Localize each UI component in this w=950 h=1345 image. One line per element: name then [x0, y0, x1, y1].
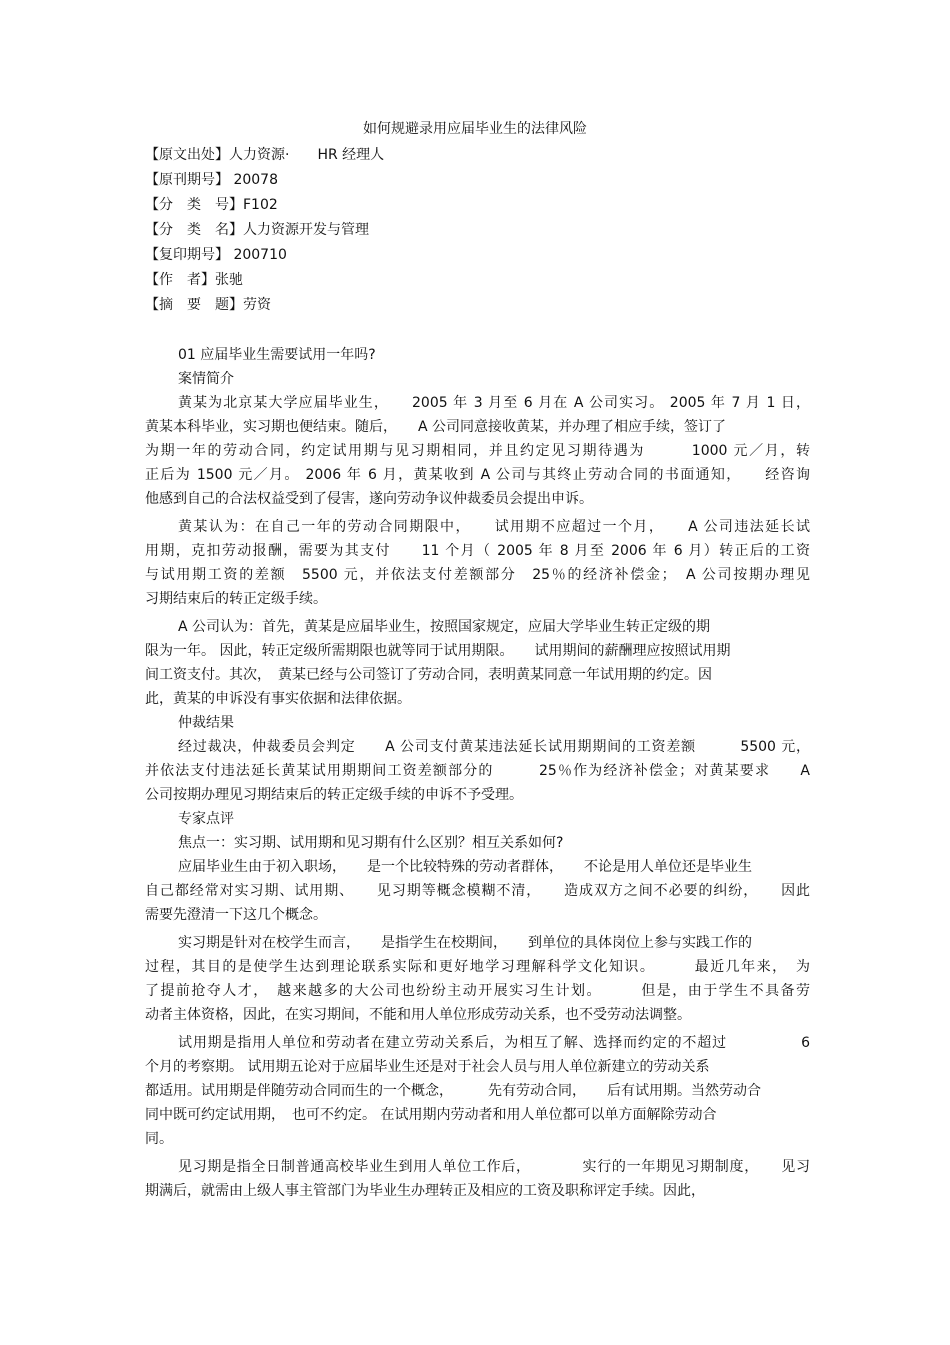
body-text-line: 试用期是指用人单位和劳动者在建立劳动关系后，为相互了解、选择而约定的不超过 6 [178, 1035, 810, 1051]
document-title: 如何规避录用应届毕业生的法律风险 [363, 121, 587, 137]
body-text-line: 专家点评 [178, 811, 234, 827]
body-text-line: 黄某为北京某大学应届毕业生， 2005 年 3 月至 6 月在 A 公司实习。 2005 年 7 月 1 日， [178, 395, 810, 411]
body-text-line: 他感到自己的合法权益受到了侵害，遂向劳动争议仲裁委员会提出申诉。 [145, 491, 593, 507]
metadata-line: 【分 类 号】F102 [145, 197, 278, 213]
body-text-line: 应届毕业生由于初入职场， 是一个比较特殊的劳动者群体， 不论是用人单位还是毕业生 [178, 859, 752, 875]
body-text-line: 习期结束后的转正定级手续。 [145, 591, 327, 607]
body-text-line: 正后为 1500 元／月。 2006 年 6 月，黄某收到 A 公司与其终止劳动合同的书面通知， 经咨询 [145, 467, 810, 483]
body-text-line: 黄某本科毕业，实习期也便结束。随后， A 公司同意接收黄某，并办理了相应手续，签订了 [145, 419, 727, 435]
body-text-line: 同中既可约定试用期， 也可不约定。 在试用期内劳动者和用人单位都可以单方面解除劳动合 [145, 1107, 717, 1123]
body-text-line: 案情简介 [178, 371, 234, 387]
body-text-line: 期满后，就需由上级人事主管部门为毕业生办理转正及相应的工资及职称评定手续。因此， [145, 1183, 705, 1199]
body-text-line: A 公司认为：首先，黄某是应届毕业生，按照国家规定，应届大学毕业生转正定级的期 [178, 619, 711, 635]
body-text-line: 黄某认为：在自己一年的劳动合同期限中， 试用期不应超过一个月， A 公司违法延长试 [178, 519, 810, 535]
body-text-line: 仲裁结果 [178, 715, 234, 731]
metadata-line: 【原刊期号】 20078 [145, 172, 278, 188]
body-text-line: 经过裁决，仲裁委员会判定 A 公司支付黄某违法延长试用期期间的工资差额 5500 元， [178, 739, 810, 755]
body-text-line: 见习期是指全日制普通高校毕业生到用人单位工作后， 实行的一年期见习期制度， 见习 [178, 1159, 810, 1175]
body-text-line: 动者主体资格，因此，在实习期间，不能和用人单位形成劳动关系，也不受劳动法调整。 [145, 1007, 691, 1023]
body-text-line: 个月的考察期。 试用期五论对于应届毕业生还是对于社会人员与用人单位新建立的劳动关系 [145, 1059, 710, 1075]
body-text-line: 同。 [145, 1131, 173, 1147]
body-text-line: 需要先澄清一下这几个概念。 [145, 907, 327, 923]
body-text-line: 限为一年。 因此，转正定级所需期限也就等同于试用期限。 试用期间的薪酬理应按照试用期 [145, 643, 731, 659]
body-text-line: 公司按期办理见习期结束后的转正定级手续的申诉不予受理。 [145, 787, 523, 803]
body-text-line: 与试用期工资的差额 5500 元，并依法支付差额部分 25％的经济补偿金； A 公司按期办理见 [145, 567, 810, 583]
metadata-line: 【作 者】张驰 [145, 272, 243, 288]
body-text-line: 实习期是针对在校学生而言， 是指学生在校期间， 到单位的具体岗位上参与实践工作的 [178, 935, 752, 951]
metadata-line: 【复印期号】 200710 [145, 247, 287, 263]
body-text-line: 焦点一：实习期、试用期和见习期有什么区别？相互关系如何? [178, 835, 564, 851]
body-text-line: 自己都经常对实习期、试用期、 见习期等概念模糊不清， 造成双方之间不必要的纠纷， 因此 [145, 883, 810, 899]
article-metadata [145, 143, 805, 318]
metadata-line: 【原文出处】人力资源· HR 经理人 [145, 147, 385, 163]
body-text-line: 并依法支付违法延长黄某试用期期间工资差额部分的 25％作为经济补偿金；对黄某要求 A [145, 763, 810, 779]
body-text-line: 用期，克扣劳动报酬，需要为其支付 11 个月（ 2005 年 8 月至 2006 年 6 月）转正后的工资 [145, 543, 810, 559]
body-text-line: 此，黄某的申诉没有事实依据和法律依据。 [145, 691, 411, 707]
body-text-line: 为期一年的劳动合同，约定试用期与见习期相同，并且约定见习期待遇为 1000 元／月，转 [145, 443, 810, 459]
metadata-line: 【摘 要 题】劳资 [145, 297, 271, 313]
body-text-line: 了提前抢夺人才， 越来越多的大公司也纷纷主动开展实习生计划。 但是，由于学生不具备劳 [145, 983, 810, 999]
body-text-line: 都适用。试用期是伴随劳动合同而生的一个概念， 先有劳动合同， 后有试用期。当然劳动合 [145, 1083, 761, 1099]
body-text-line: 01 应届毕业生需要试用一年吗? [178, 347, 376, 363]
metadata-line: 【分 类 名】人力资源开发与管理 [145, 222, 369, 238]
body-text-line: 间工资支付。其次， 黄某已经与公司签订了劳动合同，表明黄某同意一年试用期的约定。因 [145, 667, 712, 683]
article-body [145, 343, 810, 1203]
body-text-line: 过程，其目的是使学生达到理论联系实际和更好地学习理解科学文化知识。 最近几年来， 为 [145, 959, 810, 975]
